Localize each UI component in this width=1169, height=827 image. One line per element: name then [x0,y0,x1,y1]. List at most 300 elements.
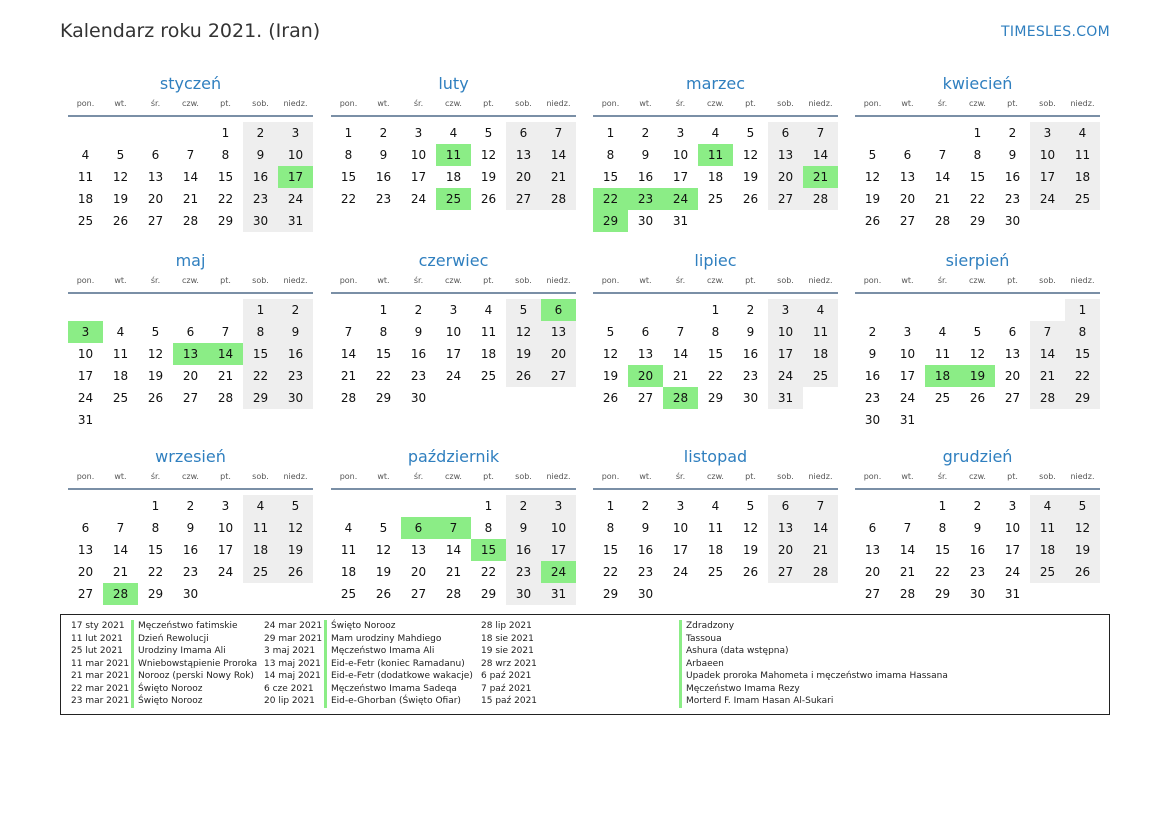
day-cell: 30 [182,587,199,601]
day-cell: 5 [116,148,125,162]
day-cell: 24 [1030,188,1065,210]
day-cell: 30 [742,391,759,405]
day-cell: 26 [742,565,759,579]
holiday-name: Święto Norooz [324,620,396,633]
weekday-header [855,472,1100,490]
weekday-label: pt. [1007,276,1018,285]
holiday-date: 3 maj 2021 [264,646,316,656]
weekday-label: wt. [114,276,127,285]
day-cell: 9 [641,521,650,535]
day-cell: 20 [410,565,427,579]
weekday-label: pt. [745,99,756,108]
day-cell: 1 [606,126,615,140]
holiday-date: 23 mar 2021 [71,696,130,706]
day-cell: 13 [77,543,94,557]
day-cell: 8 [243,321,278,343]
day-cell: 2 [641,126,650,140]
day-cell: 30 [637,587,654,601]
day-cell: 5 [506,299,541,321]
day-cell: 1 [1065,299,1100,321]
day-cell: 15 [340,170,357,184]
holiday-day-cell: 3 [68,321,103,343]
day-cell: 20 [147,192,164,206]
holiday-day-cell: 18 [925,365,960,387]
day-cell: 3 [541,495,576,517]
weekday-label: niedz. [1070,472,1095,481]
day-cell: 30 [969,587,986,601]
day-cell: 30 [506,583,541,605]
day-cell: 18 [1030,539,1065,561]
day-cell: 28 [340,391,357,405]
day-cell: 8 [938,521,947,535]
day-cell: 8 [221,148,230,162]
day-cell: 19 [147,369,164,383]
day-cell: 31 [541,583,576,605]
weekday-label: niedz. [283,99,308,108]
day-cell: 24 [217,565,234,579]
day-cell: 16 [637,170,654,184]
day-cell: 2 [1008,126,1017,140]
day-cell: 5 [379,521,388,535]
day-cell: 18 [707,170,724,184]
day-cell: 4 [1065,122,1100,144]
day-cell: 26 [602,391,619,405]
day-cell: 7 [803,495,838,517]
weekday-label: pt. [1007,99,1018,108]
day-cell: 5 [868,148,877,162]
day-cell: 31 [768,387,803,409]
day-cell: 18 [243,539,278,561]
day-cell: 16 [506,539,541,561]
day-cell: 26 [480,192,497,206]
day-cell: 11 [1030,517,1065,539]
day-cell: 21 [340,369,357,383]
day-cell: 29 [217,214,234,228]
weekday-label: czw. [969,99,986,108]
weekday-label: pon. [601,99,620,108]
day-cell: 28 [217,391,234,405]
day-cell: 22 [602,565,619,579]
day-cell: 16 [375,170,392,184]
day-cell: 25 [243,561,278,583]
day-cell: 7 [903,521,912,535]
day-cell: 9 [746,325,755,339]
day-cell: 9 [641,148,650,162]
day-cell: 19 [480,170,497,184]
day-cell: 26 [742,192,759,206]
day-cell: 8 [344,148,353,162]
weekday-label: sob. [1039,99,1056,108]
day-cell: 25 [1065,188,1100,210]
day-cell: 23 [375,192,392,206]
day-cell: 12 [864,170,881,184]
day-cell: 21 [541,166,576,188]
day-cell: 2 [973,499,982,513]
day-cell: 9 [414,325,423,339]
day-cell: 22 [707,369,724,383]
day-cell: 10 [1004,521,1021,535]
day-cell: 12 [375,543,392,557]
day-cell: 29 [602,587,619,601]
day-cell: 27 [147,214,164,228]
day-cell: 14 [182,170,199,184]
day-cell: 12 [480,148,497,162]
day-cell: 23 [506,561,541,583]
holiday-date: 24 mar 2021 [264,621,323,631]
day-cell: 1 [151,499,160,513]
day-cell: 1 [606,499,615,513]
day-cell: 23 [637,565,654,579]
day-cell: 6 [151,148,160,162]
day-cell: 22 [480,565,497,579]
weekday-label: niedz. [808,99,833,108]
weekday-label: czw. [182,472,199,481]
weekday-label: niedz. [283,472,308,481]
month-name: październik [407,447,500,466]
holiday-day-cell: 21 [803,166,838,188]
day-cell: 2 [243,122,278,144]
holiday-name: Arbaeen [679,658,724,671]
day-cell: 6 [81,521,90,535]
day-cell: 26 [375,587,392,601]
weekday-label: sob. [515,99,532,108]
weekday-label: pt. [220,99,231,108]
day-cell: 11 [803,321,838,343]
holiday-date: 28 wrz 2021 [481,658,537,669]
brand-link[interactable]: TIMESLES.COM [1001,24,1110,40]
day-cell: 25 [934,391,951,405]
weekday-label: śr. [675,99,686,108]
weekday-label: czw. [969,276,986,285]
day-cell: 28 [445,587,462,601]
weekday-label: sob. [777,472,794,481]
weekday-label: pt. [1007,472,1018,481]
day-cell: 8 [606,148,615,162]
weekday-header [331,472,576,490]
day-cell: 3 [414,126,423,140]
day-cell: 29 [969,214,986,228]
day-cell: 9 [186,521,195,535]
day-cell: 30 [278,387,313,409]
day-cell: 10 [768,321,803,343]
holiday-day-cell: 28 [663,387,698,409]
day-cell: 18 [445,170,462,184]
day-cell: 24 [445,369,462,383]
day-cell: 23 [410,369,427,383]
day-cell: 15 [217,170,234,184]
day-cell: 25 [340,587,357,601]
month-name: listopad [683,447,748,466]
day-cell: 14 [803,144,838,166]
weekday-label: sob. [777,99,794,108]
weekday-label: niedz. [1070,276,1095,285]
weekday-label: sob. [252,276,269,285]
holiday-date: 21 mar 2021 [71,671,130,681]
day-cell: 28 [1030,387,1065,409]
day-cell: 11 [934,347,951,361]
day-cell: 14 [112,543,129,557]
month-name: lipiec [694,251,737,270]
day-cell: 15 [707,347,724,361]
weekday-label: czw. [445,472,462,481]
holiday-date: 29 mar 2021 [264,633,323,644]
holiday-day-cell: 22 [593,188,628,210]
day-cell: 7 [221,325,230,339]
day-cell: 20 [768,166,803,188]
weekday-label: sob. [515,276,532,285]
weekday-label: czw. [707,99,724,108]
day-cell: 14 [1030,343,1065,365]
day-cell: 31 [1004,587,1021,601]
day-cell: 30 [1004,214,1021,228]
day-cell: 9 [868,347,877,361]
day-cell: 16 [637,543,654,557]
weekday-label: niedz. [808,276,833,285]
day-cell: 7 [676,325,685,339]
holiday-name: Upadek proroka Mahometa i męczeństwo imama Hassana [679,670,948,683]
weekday-label: śr. [413,276,424,285]
holiday-day-cell: 6 [541,299,576,321]
day-cell: 11 [1065,144,1100,166]
day-cell: 12 [969,347,986,361]
weekday-label: pon. [601,276,620,285]
day-cell: 24 [278,188,313,210]
month-name: grudzień [942,447,1013,466]
day-cell: 5 [151,325,160,339]
holiday-date: 13 maj 2021 [264,658,321,669]
day-cell: 14 [803,517,838,539]
day-cell: 15 [602,543,619,557]
weekday-label: niedz. [546,472,571,481]
weekday-label: pt. [745,276,756,285]
day-cell: 21 [182,192,199,206]
day-cell: 27 [768,188,803,210]
day-cell: 23 [1004,192,1021,206]
day-cell: 16 [1004,170,1021,184]
day-cell: 4 [938,325,947,339]
day-cell: 19 [278,539,313,561]
weekday-label: pon. [76,99,95,108]
day-cell: 2 [868,325,877,339]
month-name: sierpień [945,251,1010,270]
day-cell: 18 [707,543,724,557]
day-cell: 16 [243,166,278,188]
day-cell: 20 [864,565,881,579]
day-cell: 4 [711,126,720,140]
day-cell: 6 [768,122,803,144]
day-cell: 4 [484,303,493,317]
day-cell: 1 [344,126,353,140]
day-cell: 12 [147,347,164,361]
day-cell: 7 [803,122,838,144]
day-cell: 6 [186,325,195,339]
day-cell: 3 [278,122,313,144]
weekday-label: czw. [445,99,462,108]
day-cell: 27 [506,188,541,210]
day-cell: 21 [1030,365,1065,387]
page-title: Kalendarz roku 2021. (Iran) [60,20,321,42]
weekday-label: niedz. [546,99,571,108]
day-cell: 14 [899,543,916,557]
weekday-label: śr. [675,472,686,481]
day-cell: 12 [602,347,619,361]
day-cell: 25 [77,214,94,228]
day-cell: 30 [637,214,654,228]
day-cell: 3 [676,126,685,140]
holiday-name: Zdradzony [679,620,734,633]
day-cell: 22 [1065,365,1100,387]
weekday-label: czw. [445,276,462,285]
day-cell: 8 [711,325,720,339]
weekday-label: sob. [515,472,532,481]
day-cell: 26 [278,561,313,583]
day-cell: 6 [868,521,877,535]
day-cell: 26 [506,365,541,387]
weekday-label: wt. [114,472,127,481]
day-cell: 26 [112,214,129,228]
day-cell: 25 [480,369,497,383]
day-cell: 1 [484,499,493,513]
day-cell: 2 [641,499,650,513]
day-cell: 17 [899,369,916,383]
weekday-label: niedz. [546,276,571,285]
day-cell: 14 [672,347,689,361]
day-cell: 24 [410,192,427,206]
day-cell: 1 [243,299,278,321]
month-name: kwiecień [942,74,1013,93]
day-cell: 27 [899,214,916,228]
holiday-date: 25 lut 2021 [71,646,123,656]
day-cell: 4 [711,499,720,513]
holiday-day-cell: 20 [628,365,663,387]
weekday-label: niedz. [808,472,833,481]
holiday-name: Tassoua [679,633,722,646]
day-cell: 31 [672,214,689,228]
weekday-label: wt. [377,276,390,285]
day-cell: 20 [899,192,916,206]
day-cell: 19 [864,192,881,206]
holiday-day-cell: 23 [628,188,663,210]
holiday-name: Święto Norooz [131,695,203,708]
day-cell: 18 [803,343,838,365]
day-cell: 24 [672,565,689,579]
weekday-label: niedz. [1070,99,1095,108]
holiday-day-cell: 15 [471,539,506,561]
day-cell: 2 [186,499,195,513]
day-cell: 5 [746,499,755,513]
day-cell: 31 [77,413,94,427]
day-cell: 10 [217,521,234,535]
weekday-header [331,276,576,294]
month-name: czerwiec [418,251,489,270]
weekday-label: wt. [639,472,652,481]
weekday-label: śr. [937,472,948,481]
holiday-day-cell: 13 [173,343,208,365]
day-cell: 4 [449,126,458,140]
day-cell: 16 [278,343,313,365]
day-cell: 29 [147,587,164,601]
weekday-header [68,472,313,490]
day-cell: 3 [903,325,912,339]
day-cell: 12 [1065,517,1100,539]
weekday-label: czw. [182,99,199,108]
day-cell: 30 [243,210,278,232]
weekday-label: pon. [339,472,358,481]
day-cell: 7 [938,148,947,162]
day-cell: 23 [243,188,278,210]
day-cell: 6 [768,495,803,517]
day-cell: 22 [340,192,357,206]
day-cell: 13 [147,170,164,184]
day-cell: 18 [340,565,357,579]
holiday-name: Męczeństwo Imama Sadeqa [324,683,457,696]
day-cell: 4 [116,325,125,339]
day-cell: 21 [803,539,838,561]
weekday-label: pon. [339,276,358,285]
day-cell: 2 [506,495,541,517]
day-cell: 13 [506,144,541,166]
holiday-name: Eid-e-Fetr (koniec Ramadanu) [324,658,465,671]
weekday-label: pt. [745,472,756,481]
day-cell: 3 [221,499,230,513]
day-cell: 10 [278,144,313,166]
weekday-label: śr. [937,99,948,108]
holiday-name: Dzień Rewolucji [131,633,209,646]
day-cell: 27 [182,391,199,405]
holiday-name: Eid-e-Ghorban (Święto Ofiar) [324,695,461,708]
day-cell: 1 [379,303,388,317]
day-cell: 12 [742,521,759,535]
day-cell: 13 [410,543,427,557]
day-cell: 11 [112,347,129,361]
day-cell: 5 [1065,495,1100,517]
weekday-label: wt. [377,472,390,481]
day-cell: 17 [1030,166,1065,188]
weekday-label: czw. [182,276,199,285]
day-cell: 19 [1065,539,1100,561]
day-cell: 15 [375,347,392,361]
day-cell: 11 [77,170,94,184]
holiday-day-cell: 17 [278,166,313,188]
holiday-date: 15 paź 2021 [481,696,538,706]
day-cell: 8 [1065,321,1100,343]
weekday-label: pt. [483,99,494,108]
holiday-name: Wniebowstąpienie Proroka [131,658,257,671]
weekday-header [68,99,313,117]
day-cell: 31 [278,210,313,232]
day-cell: 18 [112,369,129,383]
day-cell: 18 [480,347,497,361]
holiday-legend [60,614,1110,715]
holiday-name: Święto Norooz [131,683,203,696]
day-cell: 27 [864,587,881,601]
day-cell: 9 [243,144,278,166]
day-cell: 11 [243,517,278,539]
weekday-label: wt. [901,99,914,108]
holiday-name: Urodziny Imama Ali [131,645,226,658]
day-cell: 21 [112,565,129,579]
day-cell: 27 [1004,391,1021,405]
holiday-name: Ashura (data wstępna) [679,645,789,658]
day-cell: 1 [221,126,230,140]
day-cell: 17 [672,170,689,184]
weekday-label: wt. [901,276,914,285]
weekday-label: wt. [114,99,127,108]
day-cell: 10 [1030,144,1065,166]
day-cell: 27 [77,587,94,601]
day-cell: 16 [742,347,759,361]
day-cell: 26 [147,391,164,405]
